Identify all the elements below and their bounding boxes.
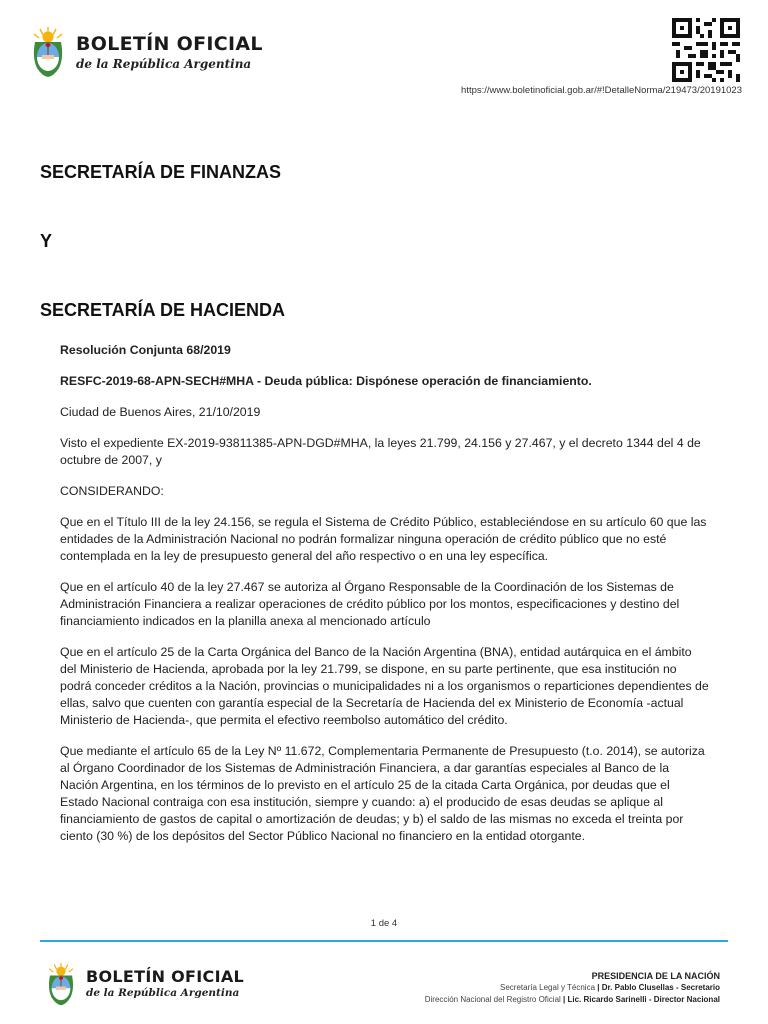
heading-secretaria-finanzas: SECRETARÍA DE FINANZAS bbox=[40, 162, 282, 182]
place-date: Ciudad de Buenos Aires, 21/10/2019 bbox=[60, 405, 261, 419]
resolution-reference: RESFC-2019-68-APN-SECH#MHA - Deuda pública: Dispónese operación de financiamiento. bbox=[60, 374, 592, 388]
heading-secretaria-hacienda: SECRETARÍA DE HACIENDA bbox=[40, 300, 286, 320]
page-number: 1 de 4 bbox=[370, 918, 398, 929]
qr-code-icon bbox=[672, 18, 740, 82]
document-url[interactable]: https://www.boletinoficial.gob.ar/#!DetalleNorma/219473/20191023 bbox=[461, 85, 742, 96]
footer-title: BOLETÍN OFICIAL bbox=[86, 967, 245, 987]
footer-credits bbox=[425, 970, 720, 1006]
footer-presidencia: PRESIDENCIA DE LA NACIÓN bbox=[591, 971, 720, 981]
footer-divider bbox=[40, 940, 728, 942]
coat-of-arms-icon bbox=[28, 24, 68, 80]
paragraph-2: Que en el artículo 40 de la ley 27.467 se autoriza al Órgano Responsable de la Coordinación de los Sistemas de Administración Financiera a realizar operaciones de crédito público por los montos, especificaciones y destino del financiamiento indicados en la planilla anexa al mencionado artículo bbox=[60, 580, 680, 628]
footer-line-1 bbox=[425, 982, 720, 994]
footer-secretario: Dr. Pablo Clusellas - Secretario bbox=[601, 983, 720, 992]
coat-of-arms-icon bbox=[44, 960, 78, 1008]
footer-separator: | bbox=[560, 995, 568, 1004]
header-title: BOLETÍN OFICIAL bbox=[76, 32, 263, 55]
document-body bbox=[60, 342, 710, 859]
footer-direccion: Dirección Nacional del Registro Oficial bbox=[424, 995, 561, 1004]
paragraph-visto: Visto el expediente EX-2019-93811385-APN-DGD#MHA, la leyes 21.799, 24.156 y 27.467, y el decreto 1344 del 4 de octubre de 2007, y bbox=[60, 436, 701, 467]
header-subtitle: de la República Argentina bbox=[76, 56, 252, 71]
footer-line-2 bbox=[425, 994, 720, 1006]
considerando-label: CONSIDERANDO: bbox=[60, 484, 164, 498]
paragraph-1: Que en el Título III de la ley 24.156, se regula el Sistema de Crédito Público, estableciéndose en su artículo 60 que las entidades de la Administración Nacional no podrán formalizar ninguna operación de crédito público que no esté contemplada en la ley de presupuesto general del año respectivo o en una ley específica. bbox=[60, 515, 707, 563]
footer-secretaria: Secretaría Legal y Técnica bbox=[500, 983, 596, 992]
header-logo bbox=[28, 24, 263, 80]
paragraph-4: Que mediante el artículo 65 de la Ley Nº 11.672, Complementaria Permanente de Presupuesto (t.o. 2014), se autoriza al Órgano Coordinador de los Sistemas de Administración Financiera, a dar garantías especiales al Banco de la Nación Argentina, en los términos de lo previsto en el artículo 25 de la citada Carta Orgánica, por deudas que el Estado Nacional contraiga con esa institución, siempre y cuando: a) el producido de esas deudas se aplique al financiamiento de gastos de capital o amortización de deudas; y b) el saldo de las mismas no exceda el treinta por ciento (30 %) de los depósitos del Sector Público Nacional no financiero en la entidad otorgante. bbox=[60, 744, 705, 843]
footer-director: Lic. Ricardo Sarinelli - Director Nacional bbox=[567, 995, 720, 1004]
resolution-title: Resolución Conjunta 68/2019 bbox=[60, 343, 231, 357]
paragraph-3: Que en el artículo 25 de la Carta Orgánica del Banco de la Nación Argentina (BNA), entidad autárquica en el ámbito del Ministerio de Hacienda, aprobada por la ley 21.799, se dispone, en su parte pertinente, que esa institución no podrá conceder créditos a la Nación, provincias o municipalidades ni a los organismos o reparticiones dependientes de ellas, salvo que cuenten con garantía especial de la Secretaría de Hacienda del ex Ministerio de Economía -actual Ministerio de Hacienda-, que permita el efectivo reembolso automático del crédito. bbox=[60, 645, 709, 727]
heading-y: Y bbox=[40, 231, 53, 251]
footer-separator: | bbox=[595, 983, 602, 992]
footer-subtitle: de la República Argentina bbox=[86, 987, 240, 1000]
footer-logo bbox=[44, 960, 244, 1008]
